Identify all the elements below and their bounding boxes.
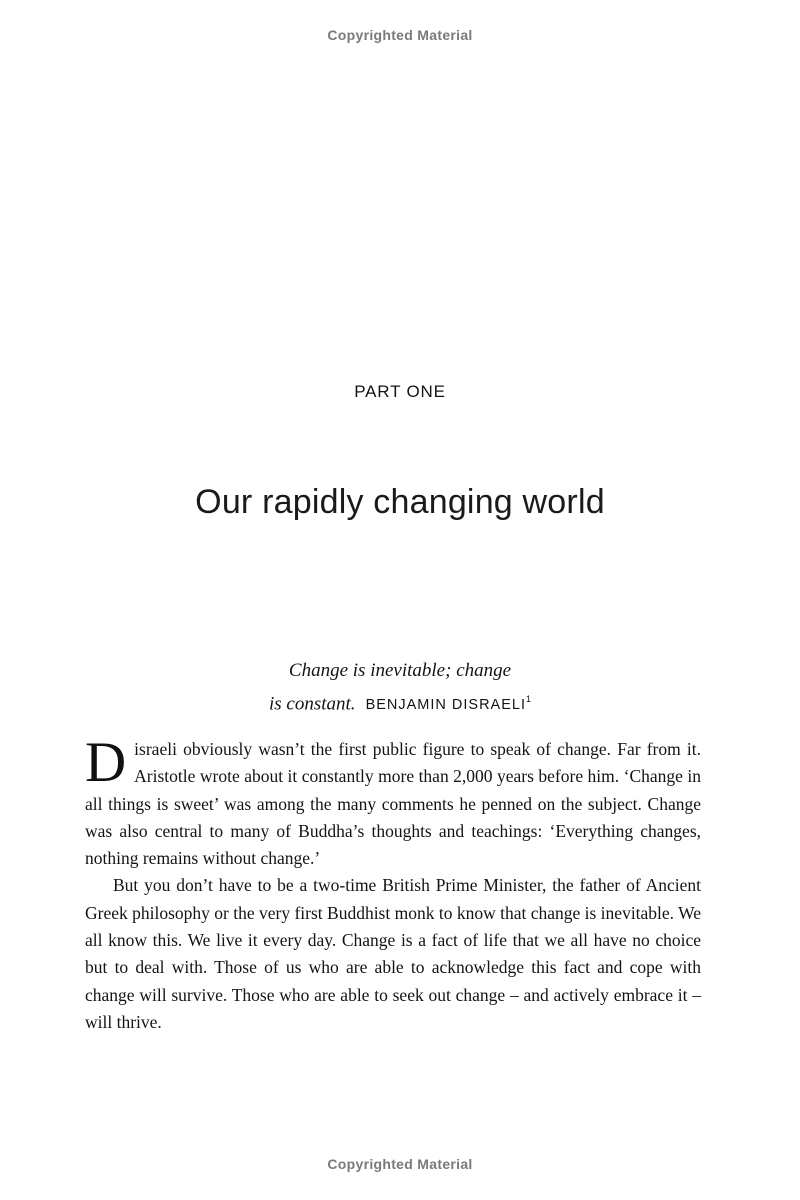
paragraph-text: israeli obviously wasn’t the first public figure to speak of change. Far from it. Aristotle wrote about it constantly more than 2,000 years before him. ‘Change in all things is sweet’ was among the many comments he penned on the subject. Change was also central to many of Buddha’s thoughts and teachings: ‘Everything changes, nothing remains without change.’ xyxy=(85,739,701,869)
body-paragraph xyxy=(85,731,701,872)
epigraph-quote-end: is constant. xyxy=(269,693,356,715)
epigraph-attribution: BENJAMIN DISRAELI xyxy=(365,697,526,714)
chapter-title: Our rapidly changing world xyxy=(195,483,605,521)
epigraph xyxy=(0,656,800,720)
epigraph-quote-line-2 xyxy=(0,685,800,720)
part-label: PART ONE xyxy=(354,382,446,401)
epigraph-quote-line-1: Change is inevitable; change xyxy=(288,660,512,681)
body-paragraph xyxy=(85,872,701,1036)
paragraph-text: But you don’t have to be a two-time British Prime Minister, the father of Ancient Greek philosophy or the very first Buddhist monk to know that change is inevitable. We all know this. We live it every day. Change is a fact of life that we all have no choice but to deal with. Those of us who are able to acknowledge this fact and cope with change will survive. Those who are able to seek out change – and actively embrace it – will thrive. xyxy=(85,875,702,1032)
copyright-notice-top: Copyrighted Material xyxy=(327,27,473,43)
copyright-notice-bottom: Copyrighted Material xyxy=(327,1156,473,1172)
body-text xyxy=(85,731,702,1036)
epigraph-footnote-marker: 1 xyxy=(525,694,531,704)
drop-cap: D xyxy=(85,731,127,794)
